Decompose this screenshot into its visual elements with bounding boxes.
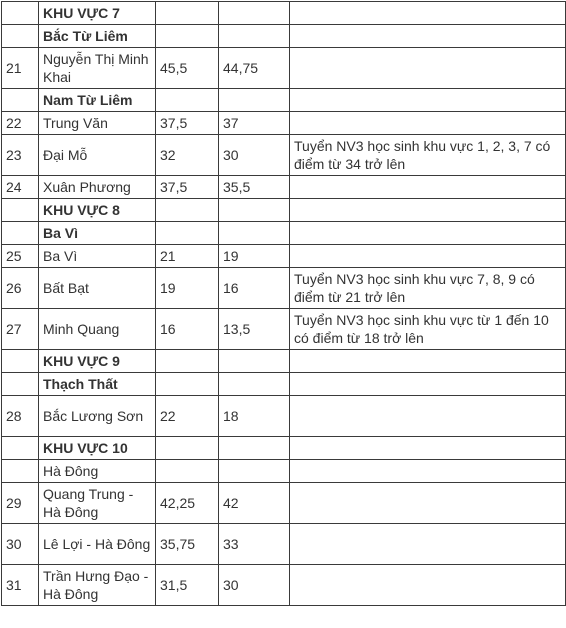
- cell-score1: 37,5: [156, 112, 219, 135]
- district-header: Hà Đông: [39, 460, 156, 483]
- cell-score2: 18: [219, 396, 290, 437]
- district-header: Bắc Từ Liêm: [39, 25, 156, 48]
- cell-score2: [219, 373, 290, 396]
- cell-no: [2, 437, 39, 460]
- cell-no: [2, 350, 39, 373]
- cell-score1: 22: [156, 396, 219, 437]
- table-row: [2, 199, 566, 222]
- cell-note: [290, 25, 566, 48]
- cell-score2: [219, 199, 290, 222]
- cell-score2: [219, 460, 290, 483]
- cell-score2: [219, 25, 290, 48]
- table-row: [2, 268, 566, 309]
- table-row: [2, 437, 566, 460]
- cell-score1: 45,5: [156, 48, 219, 89]
- table-row: [2, 460, 566, 483]
- cell-note: Tuyển NV3 học sinh khu vực 1, 2, 3, 7 có điểm từ 34 trở lên: [290, 135, 566, 176]
- district-header: Ba Vì: [39, 222, 156, 245]
- region-header: KHU VỰC 8: [39, 199, 156, 222]
- table-row: [2, 483, 566, 524]
- table-row: [2, 135, 566, 176]
- cell-school: Minh Quang: [39, 309, 156, 350]
- cell-score2: 30: [219, 565, 290, 606]
- cell-score1: 35,75: [156, 524, 219, 565]
- cell-score1: 42,25: [156, 483, 219, 524]
- cell-score2: 19: [219, 245, 290, 268]
- cell-school: Trần Hưng Đạo - Hà Đông: [39, 565, 156, 606]
- cell-no: 28: [2, 396, 39, 437]
- table-row: [2, 396, 566, 437]
- table-row: [2, 373, 566, 396]
- table-row: [2, 222, 566, 245]
- cell-no: 30: [2, 524, 39, 565]
- cell-note: [290, 483, 566, 524]
- cell-no: 25: [2, 245, 39, 268]
- cell-no: [2, 2, 39, 25]
- cell-school: Nguyễn Thị Minh Khai: [39, 48, 156, 89]
- cell-school: Xuân Phương: [39, 176, 156, 199]
- region-header: KHU VỰC 7: [39, 2, 156, 25]
- cell-school: Ba Vì: [39, 245, 156, 268]
- cell-school: Đại Mỗ: [39, 135, 156, 176]
- cell-score1: [156, 89, 219, 112]
- cell-note: [290, 245, 566, 268]
- cell-school: Bất Bạt: [39, 268, 156, 309]
- cell-score1: [156, 2, 219, 25]
- cell-school: Bắc Lương Sơn: [39, 396, 156, 437]
- cell-no: 31: [2, 565, 39, 606]
- table-row: [2, 112, 566, 135]
- cell-note: [290, 396, 566, 437]
- cell-note: [290, 2, 566, 25]
- cell-note: [290, 176, 566, 199]
- cell-score2: 37: [219, 112, 290, 135]
- cell-no: [2, 199, 39, 222]
- cell-score2: [219, 2, 290, 25]
- cell-score2: [219, 350, 290, 373]
- table-body: [2, 2, 566, 606]
- cell-no: 21: [2, 48, 39, 89]
- cell-score2: 30: [219, 135, 290, 176]
- cell-no: 27: [2, 309, 39, 350]
- cell-score1: [156, 373, 219, 396]
- table-row: [2, 25, 566, 48]
- table-row: [2, 48, 566, 89]
- cell-note: [290, 460, 566, 483]
- cell-note: [290, 89, 566, 112]
- cell-score2: [219, 437, 290, 460]
- cell-score2: 42: [219, 483, 290, 524]
- cell-no: [2, 89, 39, 112]
- cell-school: Lê Lợi - Hà Đông: [39, 524, 156, 565]
- cell-score1: 19: [156, 268, 219, 309]
- cell-note: [290, 524, 566, 565]
- cell-score2: 13,5: [219, 309, 290, 350]
- district-header: Nam Từ Liêm: [39, 89, 156, 112]
- cell-note: [290, 373, 566, 396]
- cell-note: [290, 199, 566, 222]
- table-row: [2, 245, 566, 268]
- cell-score2: 35,5: [219, 176, 290, 199]
- cell-score1: 32: [156, 135, 219, 176]
- cell-school: Quang Trung - Hà Đông: [39, 483, 156, 524]
- table-row: [2, 350, 566, 373]
- cell-no: [2, 373, 39, 396]
- cell-no: 22: [2, 112, 39, 135]
- cell-note: [290, 437, 566, 460]
- region-header: KHU VỰC 9: [39, 350, 156, 373]
- cell-no: 23: [2, 135, 39, 176]
- table-row: [2, 176, 566, 199]
- cell-no: 24: [2, 176, 39, 199]
- cell-score1: 21: [156, 245, 219, 268]
- cell-score1: [156, 350, 219, 373]
- cell-score2: 44,75: [219, 48, 290, 89]
- cell-score1: [156, 199, 219, 222]
- cell-note: [290, 112, 566, 135]
- cell-score2: [219, 89, 290, 112]
- table-row: [2, 309, 566, 350]
- cell-score2: 33: [219, 524, 290, 565]
- cell-school: Trung Văn: [39, 112, 156, 135]
- table-row: [2, 524, 566, 565]
- cell-no: [2, 460, 39, 483]
- district-header: Thạch Thất: [39, 373, 156, 396]
- cell-score1: 37,5: [156, 176, 219, 199]
- cell-score2: 16: [219, 268, 290, 309]
- cell-score1: [156, 460, 219, 483]
- admission-score-table: [1, 1, 566, 606]
- cell-note: [290, 350, 566, 373]
- cell-score1: [156, 222, 219, 245]
- table-row: [2, 565, 566, 606]
- cell-note: Tuyển NV3 học sinh khu vực 7, 8, 9 có điểm từ 21 trở lên: [290, 268, 566, 309]
- cell-note: Tuyển NV3 học sinh khu vực từ 1 đến 10 có điểm từ 18 trở lên: [290, 309, 566, 350]
- cell-score1: [156, 25, 219, 48]
- cell-note: [290, 565, 566, 606]
- cell-no: [2, 222, 39, 245]
- cell-score2: [219, 222, 290, 245]
- cell-score1: 31,5: [156, 565, 219, 606]
- region-header: KHU VỰC 10: [39, 437, 156, 460]
- cell-no: [2, 25, 39, 48]
- table-row: [2, 2, 566, 25]
- table-row: [2, 89, 566, 112]
- cell-note: [290, 222, 566, 245]
- cell-score1: 16: [156, 309, 219, 350]
- cell-score1: [156, 437, 219, 460]
- cell-no: 29: [2, 483, 39, 524]
- cell-note: [290, 48, 566, 89]
- cell-no: 26: [2, 268, 39, 309]
